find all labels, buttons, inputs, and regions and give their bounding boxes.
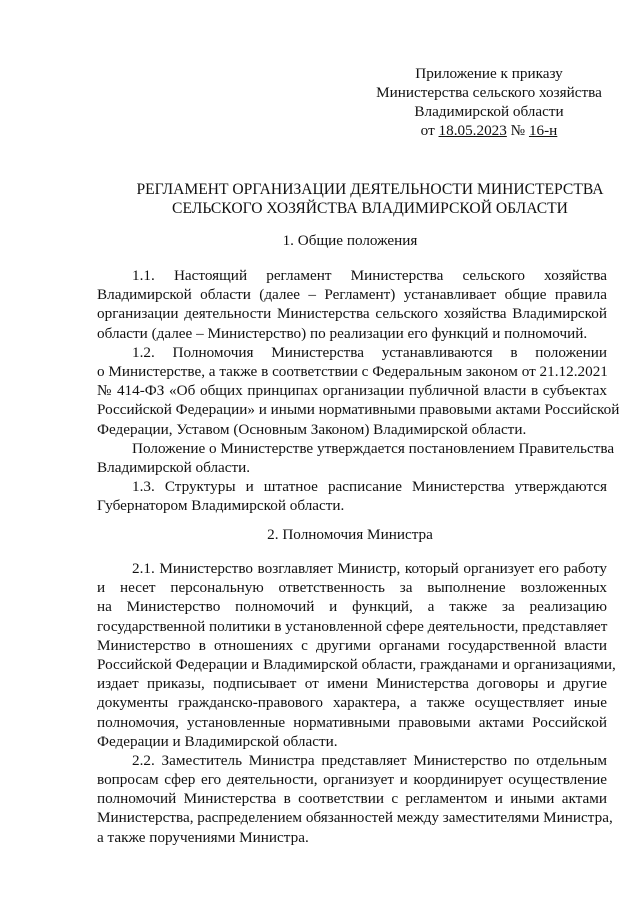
paragraph-line: 2.2. Заместитель Министра представляет Министерство по отдельным [132, 751, 607, 769]
appendix-line: Приложение к приказу [415, 65, 563, 82]
section-heading: 1. Общие положения [282, 232, 418, 249]
order-number: 16-н [528, 122, 558, 139]
paragraph-line: и несет персональную ответственность за выполнение возложенных [97, 579, 607, 597]
section-1-body [97, 266, 620, 515]
title-line: РЕГЛАМЕНТ ОРГАНИЗАЦИИ ДЕЯТЕЛЬНОСТИ МИНИСТЕРСТВА [136, 181, 604, 198]
paragraph-line: 2.1. Министерство возглавляет Министр, который организует его работу [132, 560, 607, 577]
appendix-prefix: от [420, 122, 439, 139]
paragraph-line: Владимирской области. [97, 458, 251, 476]
appendix-block [372, 64, 606, 140]
paragraph-line: Губернатором Владимирской области. [97, 497, 345, 515]
paragraph-line: а также поручениями Министра. [97, 828, 309, 846]
paragraph-line: на Министерство полномочий и функций, а также за реализацию [97, 598, 607, 616]
appendix-line: Министерства сельского хозяйства [376, 84, 602, 101]
paragraph-line: 1.1. Настоящий регламент Министерства сельского хозяйства [132, 267, 607, 284]
appendix-line: Владимирской области [414, 103, 564, 120]
paragraph-line: полномочия, установленные нормативными правовыми актами Российской [97, 713, 607, 731]
paragraph-line: вопросам сфер его деятельности, организует и координирует осуществление [97, 771, 607, 789]
paragraph-line: полномочий Министерства в соответствии с регламентом и иными актами [97, 790, 607, 808]
paragraph-line: Министерство в отношениях с другими органами государственной власти [97, 636, 607, 654]
appendix-number-sign: № [506, 122, 529, 139]
order-date: 18.05.2023 [438, 122, 507, 139]
section-heading: 2. Полномочия Министра [267, 526, 433, 543]
paragraph-line: Федерации, Уставом (Основным Законом) Владимирской области. [97, 420, 527, 438]
paragraph-line: государственной политики в установленной сфере деятельности, представляет [97, 617, 608, 635]
document-title [120, 180, 620, 218]
paragraph-line: Российской Федерации и Владимирской области, гражданами и организациями, [97, 655, 616, 673]
paragraph-line: документы гражданско-правового характера, а также осуществляет иные [97, 694, 607, 712]
section-2-body [97, 559, 616, 847]
paragraph-line: о Министерстве, а также в соответствии с Федеральным законом от 21.12.2021 [97, 362, 608, 380]
paragraph-line: издает приказы, подписывает от имени Министерства договоры и другие [97, 675, 607, 693]
paragraph-line: Положение о Министерстве утверждается постановлением Правительства [132, 439, 615, 457]
paragraph-line: Федерации и Владимирской области. [97, 732, 338, 750]
paragraph-line: 1.2. Полномочия Министерства устанавливаются в положении [132, 343, 607, 361]
title-line: СЕЛЬСКОГО ХОЗЯЙСТВА ВЛАДИМИРСКОЙ ОБЛАСТИ [172, 200, 568, 217]
paragraph-line: организации деятельности Министерства сельского хозяйства Владимирской [97, 305, 607, 323]
paragraph-line: области (далее – Министерство) по реализации его функций и полномочий. [97, 324, 588, 342]
paragraph-line: Владимирской области (далее – Регламент) устанавливает общие правила [97, 286, 607, 304]
paragraph-line: Российской Федерации» и иными нормативными правовыми актами Российской [97, 401, 620, 419]
appendix-order-line [372, 121, 606, 140]
paragraph-line: 1.3. Структуры и штатное расписание Министерства утверждаются [132, 478, 607, 496]
paragraph-line: № 414-ФЗ «Об общих принципах организации публичной власти в субъектах [97, 382, 607, 400]
paragraph-line: Министерства, распределением обязанностей между заместителями Министра, [97, 809, 613, 827]
